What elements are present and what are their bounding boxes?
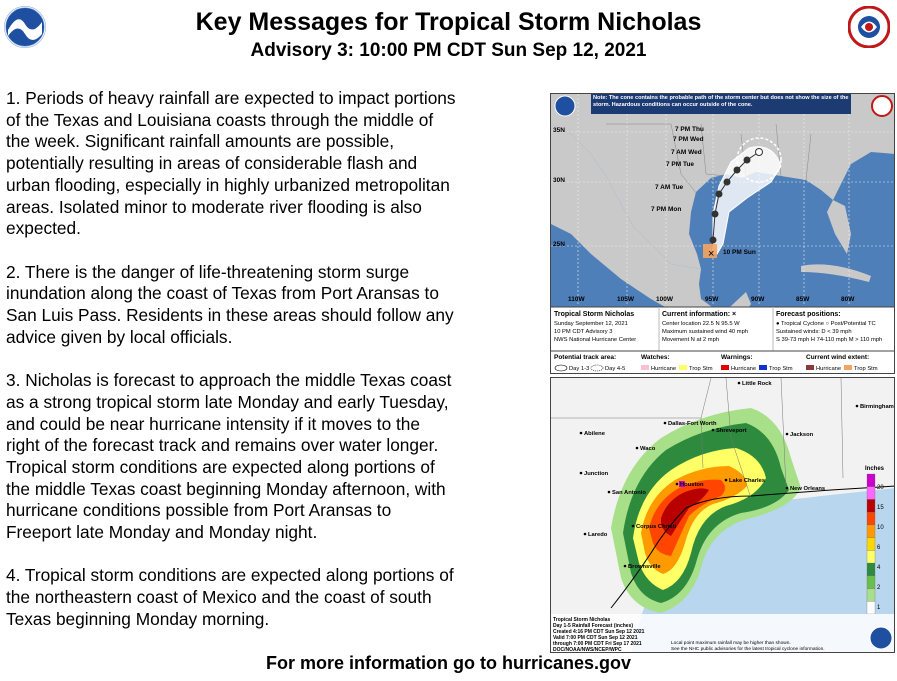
lat-label-35: 35N bbox=[553, 127, 565, 134]
info-storm-name: Tropical Storm Nicholas bbox=[554, 311, 635, 318]
scale-swatch bbox=[867, 563, 875, 576]
legend-day13: Day 1-3 bbox=[569, 366, 590, 372]
scale-swatch bbox=[867, 576, 875, 589]
track-label-thu: 7 PM Thu bbox=[675, 126, 704, 133]
legend-warnings: Warnings: bbox=[721, 354, 753, 361]
scale-swatch bbox=[867, 487, 875, 500]
rain-note-2: See the NHC public advisories for the latest tropical cyclone information. bbox=[671, 647, 825, 652]
track-label-tue-am: 7 AM Tue bbox=[655, 184, 684, 191]
legend-watches: Watches: bbox=[641, 354, 670, 361]
rainfall-forecast-map bbox=[550, 377, 895, 653]
track-label-sun: 10 PM Sun bbox=[723, 249, 756, 256]
current-position-icon: × bbox=[708, 248, 715, 260]
lon-label-100: 100W bbox=[656, 296, 673, 303]
lon-label-95: 95W bbox=[705, 296, 719, 303]
scale-swatch bbox=[867, 601, 875, 614]
noaa-small-logo-icon bbox=[555, 96, 575, 116]
scale-4: 4 bbox=[877, 565, 881, 571]
legend-warning-tropstm: Trop Stm bbox=[769, 366, 793, 372]
info-advisory: 10 PM CDT Advisory 3 bbox=[554, 329, 613, 335]
track-label-wed-pm: 7 PM Wed bbox=[673, 136, 704, 143]
lon-label-110: 110W bbox=[568, 296, 585, 303]
city-waco: Waco bbox=[640, 446, 656, 452]
info-current-line-3: Movement N at 2 mph bbox=[662, 337, 720, 343]
advisory-subtitle: Advisory 3: 10:00 PM CDT Sun Sep 12, 2021 bbox=[250, 40, 647, 61]
city-lake-charles: Lake Charles bbox=[729, 478, 766, 484]
cone-note: Note: The cone contains the probable path of the storm center but does not show the size of the storm. Hazardous conditions can occur outside of the cone. bbox=[593, 95, 849, 108]
scale-6: 6 bbox=[877, 545, 881, 551]
scale-swatch bbox=[867, 589, 875, 602]
info-date: Sunday September 12, 2021 bbox=[554, 321, 628, 327]
lon-label-105: 105W bbox=[617, 296, 634, 303]
noaa-small-logo-icon bbox=[870, 627, 892, 649]
scale-swatch bbox=[867, 550, 875, 563]
legend-watch-tropstm: Trop Stm bbox=[689, 366, 713, 372]
legend-warning-hurricane: Hurricane bbox=[731, 366, 757, 372]
scale-20: 20 bbox=[877, 485, 884, 491]
info-current-line-2: Maximum sustained wind 40 mph bbox=[662, 329, 749, 335]
city-little-rock: Little Rock bbox=[742, 381, 772, 387]
track-label-tue-pm: 7 PM Tue bbox=[666, 161, 695, 168]
legend-wind-extent: Current wind extent: bbox=[806, 354, 870, 361]
scale-15: 15 bbox=[877, 505, 884, 511]
lat-label-25: 25N bbox=[553, 241, 565, 248]
city-houston: Houston bbox=[680, 482, 704, 488]
track-label-mon: 7 PM Mon bbox=[651, 206, 682, 213]
legend-track-area: Potential track area: bbox=[554, 354, 617, 361]
legend-watch-hurricane: Hurricane bbox=[651, 366, 677, 372]
rain-note-1: Local point maximum rainfall may be higher than shown. bbox=[671, 641, 791, 646]
key-message-3: 3. Nicholas is forecast to approach the middle Texas coast as a strong tropical storm late Monday and early Tuesday, and could be near hurricane intensity if it moves to the right of the forecast track and remains over water longer. Tropical storm conditions are expected along portions of the middle Texas coast beginning Monday afternoon, with hurricane conditions possible from Port Aransas to Freeport late Monday and Monday night. bbox=[6, 370, 452, 543]
lat-label-30: 30N bbox=[553, 177, 565, 184]
track-label-wed-am: 7 AM Wed bbox=[671, 149, 702, 156]
key-message-1: 1. Periods of heavy rainfall are expected to impact portions of the Texas and Louisiana coasts through the middle of the week. Significant rainfall amounts are possible, potentially resulting in areas of considerable flash and urban flooding, especially in highly urbanized metropolitan areas. Isolated minor to moderate river flooding is also expected. bbox=[6, 88, 456, 239]
lon-label-80: 80W bbox=[841, 296, 855, 303]
scale-swatch bbox=[867, 474, 875, 487]
footer-link-text: For more information go to hurricanes.gov bbox=[265, 653, 632, 673]
nws-small-logo-icon bbox=[872, 96, 892, 116]
city-abilene: Abilene bbox=[584, 431, 605, 437]
legend-day45: Day 4-5 bbox=[605, 366, 626, 372]
rain-caption-6: DOC/NOAA/NWS/NCEP/WPC bbox=[553, 647, 622, 653]
city-jackson: Jackson bbox=[790, 432, 814, 438]
scale-1: 1 bbox=[877, 605, 881, 611]
key-message-4: 4. Tropical storm conditions are expected along portions of the northeastern coast of Mexico and the coast of south Texas beginning Monday morning. bbox=[6, 565, 454, 629]
legend-wind-hurricane: Hurricane bbox=[816, 366, 842, 372]
forecast-cone-map bbox=[550, 93, 895, 374]
info-center: NWS National Hurricane Center bbox=[554, 337, 637, 343]
lon-label-85: 85W bbox=[796, 296, 810, 303]
scale-swatch bbox=[867, 525, 875, 538]
info-forecast-title: Forecast positions: bbox=[776, 311, 841, 318]
city-laredo: Laredo bbox=[588, 532, 608, 538]
lon-label-90: 90W bbox=[751, 296, 765, 303]
rain-caption-5: through 7:00 PM CDT Fri Sep 17 2021 bbox=[553, 641, 642, 647]
scale-swatch bbox=[867, 499, 875, 512]
scale-title: Inches bbox=[865, 466, 885, 472]
info-current-title: Current information: × bbox=[662, 311, 737, 318]
info-forecast-line-3: S 39-73 mph H 74-110 mph M > 110 mph bbox=[776, 337, 883, 343]
legend-wind-tropstm: Trop Stm bbox=[854, 366, 878, 372]
rain-caption-2: Day 1-5 Rainfall Forecast (inches) bbox=[553, 623, 634, 629]
info-forecast-line-2: Sustained winds: D < 39 mph bbox=[776, 329, 852, 335]
page-title: Key Messages for Tropical Storm Nicholas bbox=[195, 8, 702, 36]
city-birmingham: Birmingham bbox=[860, 404, 894, 410]
city-new-orleans: New Orleans bbox=[790, 486, 826, 492]
info-current-line-1: Center location 22.5 N 95.5 W bbox=[662, 321, 740, 327]
key-messages bbox=[6, 88, 456, 652]
city-corpus-christi: Corpus Christi bbox=[636, 524, 677, 530]
scale-swatch bbox=[867, 538, 875, 551]
rain-caption-1: Tropical Storm Nicholas bbox=[553, 617, 611, 623]
scale-2: 2 bbox=[877, 585, 881, 591]
city-junction: Junction bbox=[584, 471, 609, 477]
city-brownsville: Brownsville bbox=[628, 564, 661, 570]
info-forecast-line-1: ● Tropical Cyclone ○ Post/Potential TC bbox=[776, 321, 876, 327]
rain-scale-bar bbox=[867, 474, 875, 614]
scale-swatch bbox=[867, 512, 875, 525]
rain-caption-4: Valid 7:00 PM CDT Sun Sep 12 2021 bbox=[553, 635, 638, 641]
city-dallas: Dallas-Fort Worth bbox=[668, 421, 717, 427]
city-san-antonio: San Antonio bbox=[612, 490, 646, 496]
cuba-land bbox=[801, 264, 871, 282]
city-shreveport: Shreveport bbox=[716, 428, 747, 434]
rain-caption-3: Created 4:16 PM CDT Sun Sep 12 2021 bbox=[553, 629, 645, 635]
scale-10: 10 bbox=[877, 525, 884, 531]
key-message-2: 2. There is the danger of life-threatening storm surge inundation along the coast of Texas from Port Aransas to San Luis Pass. Residents in these areas should follow any advice given by local officials. bbox=[6, 261, 454, 347]
